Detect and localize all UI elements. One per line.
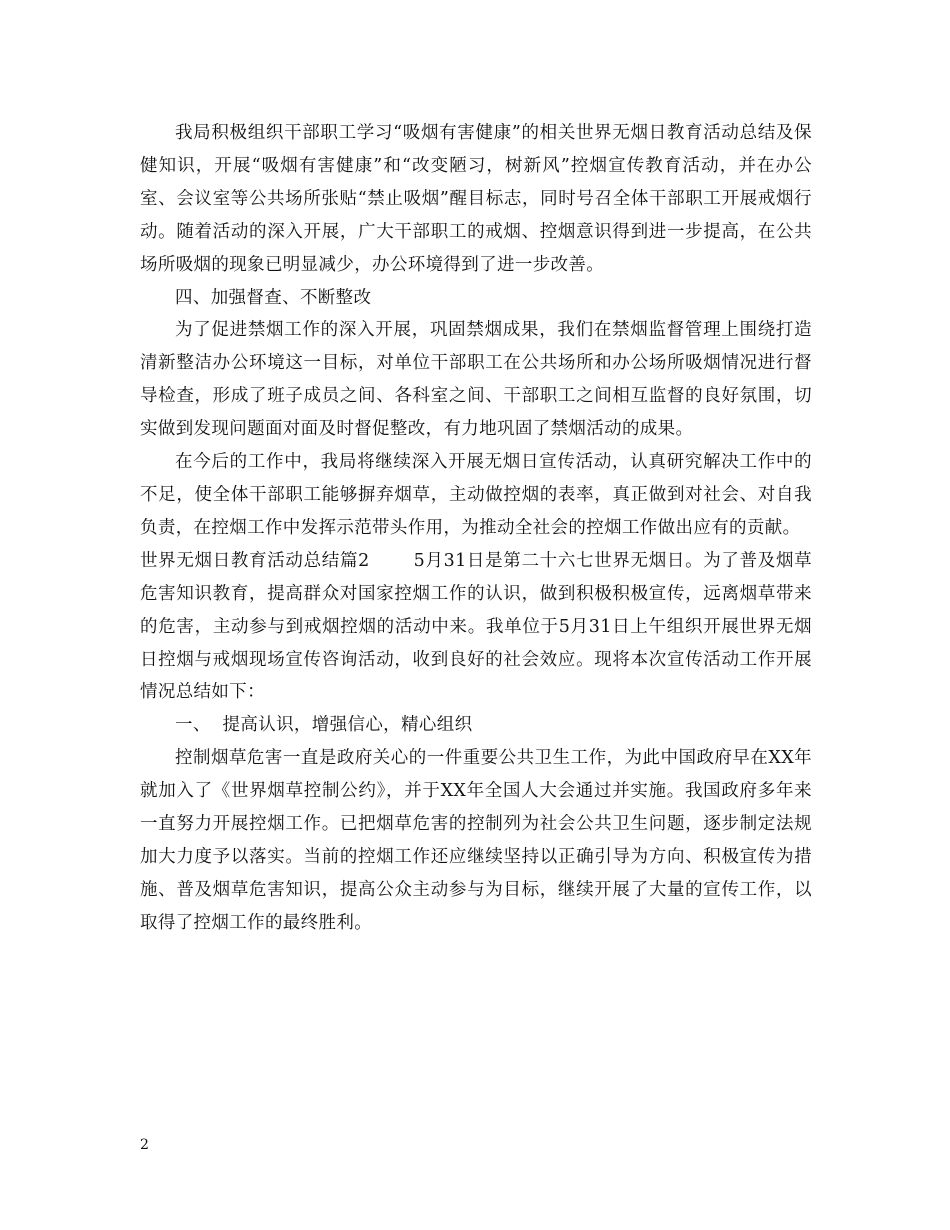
page-number: 2 [140,1137,149,1153]
section-heading-supervision: 四、加强督查、不断整改 [175,287,372,308]
article-2-intro: 5月31日是第二十六七世界无烟日。为了普及烟草危害知识教育，提高群众对国家控烟工作的认识，做到积极积极宣传，远离烟草带来的危害，主动参与到戒烟控烟的活动中来。我单位于5月31日上午组织开展世界无烟日控烟与戒烟现场宣传咨询活动，收到良好的社会效应。现将本次宣传活动工作开展情况总结如下： [140,550,813,703]
article-2-title: 世界无烟日教育活动总结篇2 [140,550,370,571]
paragraph-smoking-awareness: 我局积极组织干部职工学习“吸烟有害健康”的相关世界无烟日教育活动总结及保健知识，开展“吸烟有害健康”和“改变陋习，树新风”控烟宣传教育活动，并在办公室、会议室等公共场所张贴“禁止吸烟”醒目标志，同时号召全体干部职工开展戒烟行动。随着活动的深入开展，广大干部职工的戒烟、控烟意识得到进一步提高，在公共场所吸烟的现象已明显减少，办公环境得到了进一步改善。 [140,123,812,275]
paragraph-supervision: 为了促进禁烟工作的深入开展，巩固禁烟成果，我们在禁烟监督管理上围绕打造清新整洁办公环境这一目标，对单位干部职工在公共场所和办公场所吸烟情况进行督导检查，形成了班子成员之间、各科室之间、干部职工之间相互监督的良好氛围，切实做到发现问题面对面及时督促整改，有力地巩固了禁烟活动的成果。 [140,320,812,440]
section-heading-awareness: 一、 提高认识，增强信心，精心组织 [175,715,473,736]
paragraph-tobacco-control: 控制烟草危害一直是政府关心的一件重要公共卫生工作，为此中国政府早在XX年就加入了《世界烟草控制公约》，并于XX年全国人大会通过并实施。我国政府多年来一直努力开展控烟工作。已把烟草危害的控制列为社会公共卫生问题，逐步制定法规加大力度予以落实。当前的控烟工作还应继续坚持以正确引导为方向、积极宣传为措施、普及烟草危害知识，提高公众主动参与为目标，继续开展了大量的宣传工作，以取得了控烟工作的最终胜利。 [140,748,812,933]
document-body [140,117,812,940]
paragraph-future-work: 在今后的工作中，我局将继续深入开展无烟日宣传活动，认真研究解决工作中的不足，使全体干部职工能够摒弃烟草，主动做控烟的表率，真正做到对社会、对自我负责，在控烟工作中发挥示范带头作用，为推动全社会的控烟工作做出应有的贡献。 [140,452,812,538]
paragraph-article-2 [140,545,812,710]
